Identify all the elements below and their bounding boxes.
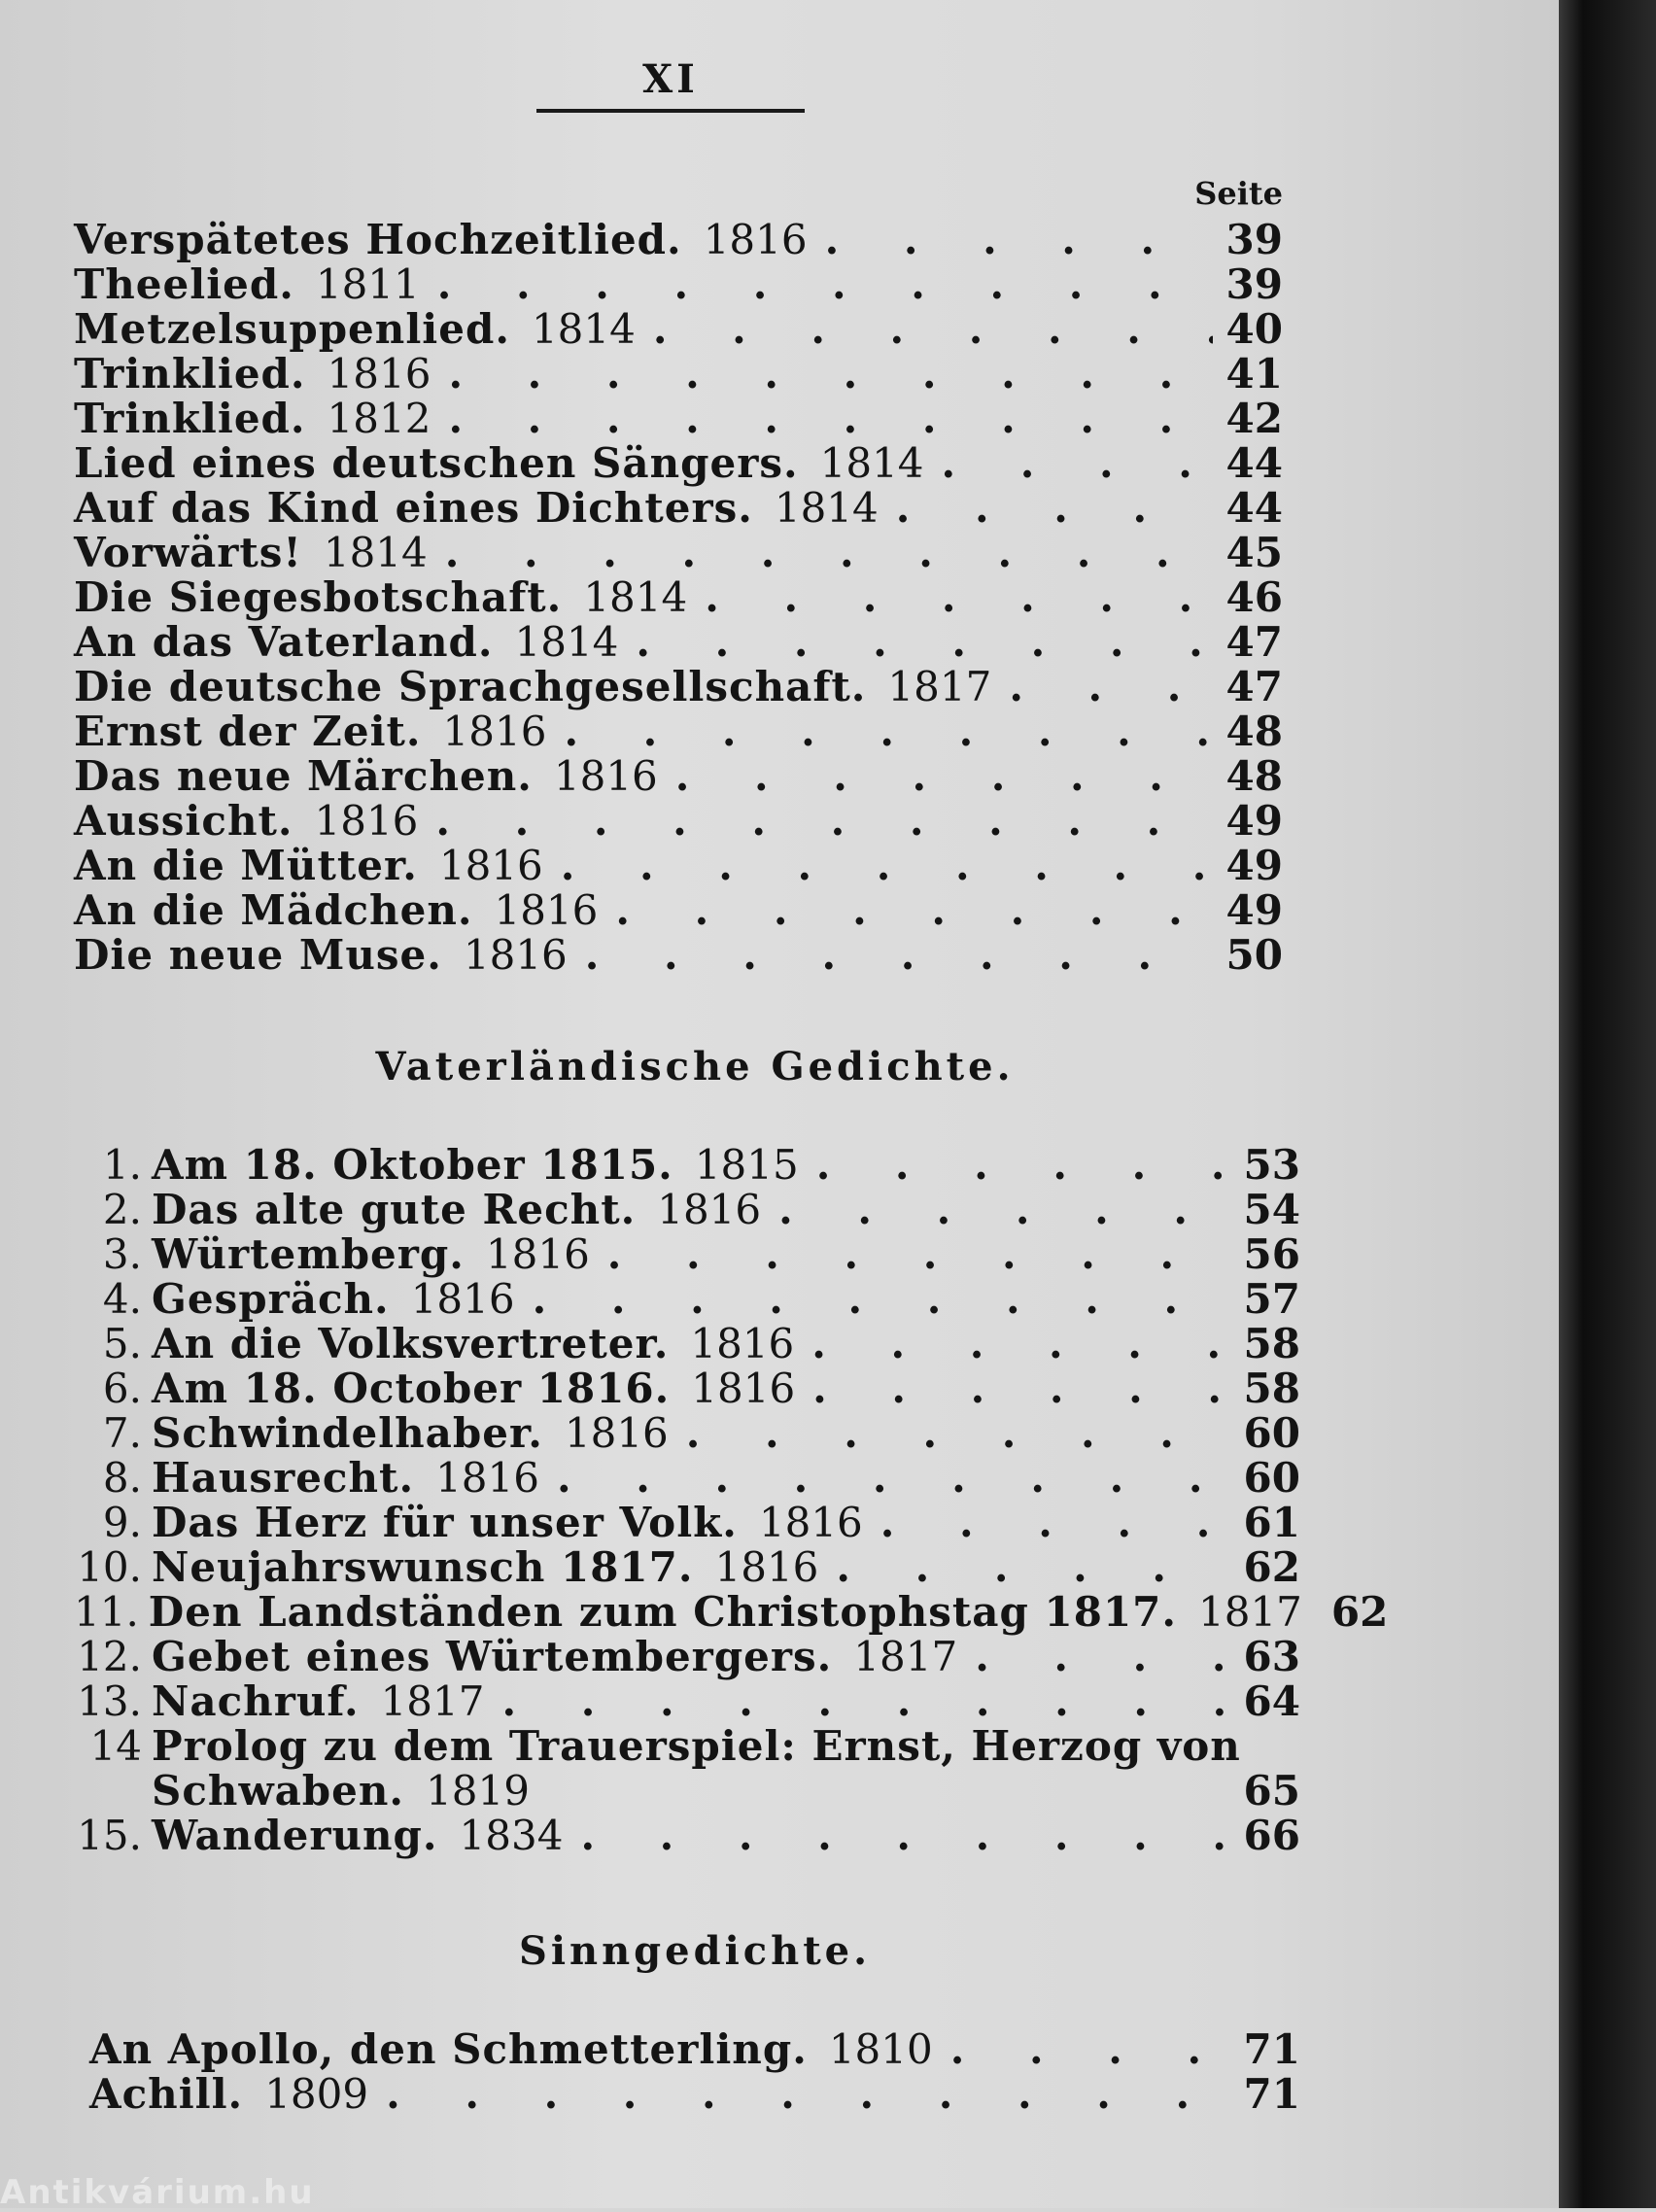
toc-entry xyxy=(74,1188,1300,1232)
entry-title: Das Herz für unser Volk. xyxy=(152,1499,738,1546)
dot-leader xyxy=(445,531,1213,575)
entry-year: 1816 xyxy=(703,216,808,263)
toc-entry xyxy=(74,1588,1389,1636)
entry-year: 1819 xyxy=(426,1767,530,1815)
entry-page: 39 xyxy=(1225,260,1283,308)
toc-entry xyxy=(74,1411,1300,1456)
entry-page: 44 xyxy=(1225,439,1283,487)
entry-page: 50 xyxy=(1225,931,1283,979)
toc-entry xyxy=(74,307,1283,352)
dot-leader xyxy=(533,1277,1230,1322)
entry-year: 1816 xyxy=(410,1275,515,1323)
entry-year: 1815 xyxy=(694,1141,799,1189)
toc-entry xyxy=(74,531,1283,575)
dot-leader xyxy=(561,844,1213,888)
entry-title: Lied eines deutschen Sängers. xyxy=(74,439,799,487)
entry-page: 53 xyxy=(1243,1141,1300,1189)
entry-title: Metzelsuppenlied. xyxy=(74,305,510,353)
toc-entry xyxy=(74,1232,1300,1277)
entry-year: 1810 xyxy=(828,2025,933,2073)
entry-page: 49 xyxy=(1225,797,1283,845)
toc-entry xyxy=(74,1545,1300,1590)
toc-entry xyxy=(74,799,1283,844)
entry-year: 1817 xyxy=(1198,1588,1302,1636)
entry-year: 1814 xyxy=(819,439,924,487)
entry-year: 1814 xyxy=(323,529,428,576)
entry-number: 1. xyxy=(102,1141,142,1189)
toc-entry xyxy=(74,1501,1300,1545)
entry-title: Schwaben. xyxy=(152,1767,405,1815)
entry-page: 60 xyxy=(1243,1409,1300,1457)
page-column-label: Seite xyxy=(1194,175,1283,212)
dot-leader xyxy=(501,1679,1230,1724)
entry-year: 1814 xyxy=(531,305,636,353)
entry-page: 47 xyxy=(1225,618,1283,666)
entry-number: 15. xyxy=(77,1812,142,1859)
entry-page: 41 xyxy=(1225,350,1283,397)
dot-leader xyxy=(636,620,1213,665)
dot-leader xyxy=(942,441,1213,486)
dot-leader xyxy=(653,307,1213,352)
toc-entry xyxy=(74,1814,1300,1858)
dot-leader xyxy=(812,1366,1230,1411)
entry-number: 4. xyxy=(102,1275,142,1323)
entry-year: 1809 xyxy=(264,2070,369,2118)
entry-page: 61 xyxy=(1243,1499,1300,1546)
entry-page: 49 xyxy=(1225,842,1283,889)
entry-number: 14 xyxy=(89,1722,142,1770)
toc-entry xyxy=(74,441,1283,486)
entry-page: 46 xyxy=(1225,573,1283,621)
entry-number: 10. xyxy=(77,1543,142,1591)
entry-title: An die Volksvertreter. xyxy=(152,1320,670,1367)
dot-leader xyxy=(896,486,1213,531)
entry-page: 40 xyxy=(1225,305,1283,353)
entry-title: Aussicht. xyxy=(74,797,293,845)
entry-year: 1817 xyxy=(380,1677,485,1725)
entry-page: 66 xyxy=(1243,1812,1300,1859)
toc-entry xyxy=(74,218,1283,262)
dot-leader xyxy=(386,2072,1230,2117)
entry-year: 1812 xyxy=(327,395,431,442)
entry-title: Gespräch. xyxy=(152,1275,390,1323)
entry-year: 1816 xyxy=(435,1454,539,1502)
entry-page: 54 xyxy=(1243,1186,1300,1233)
entry-title: Verspätetes Hochzeitlied. xyxy=(74,216,682,263)
dot-leader xyxy=(705,575,1213,620)
entry-year: 1816 xyxy=(485,1230,590,1278)
entry-page: 63 xyxy=(1243,1633,1300,1680)
entry-title: Prolog zu dem Trauerspiel: Ernst, Herzog von xyxy=(152,1722,1241,1770)
entry-year: 1816 xyxy=(691,1365,796,1412)
book-spine xyxy=(1559,0,1656,2208)
entry-title: Trinklied. xyxy=(74,350,306,397)
entry-year: 1816 xyxy=(442,708,547,755)
entry-title: Ernst der Zeit. xyxy=(74,708,422,755)
entry-year: 1816 xyxy=(657,1186,762,1233)
dot-leader xyxy=(580,1814,1230,1858)
toc-entry xyxy=(74,262,1283,307)
toc-entry-continuation xyxy=(152,1769,1300,1814)
dot-leader xyxy=(437,262,1213,307)
header-rule xyxy=(536,109,805,113)
dot-leader xyxy=(950,2027,1230,2072)
entry-title: Neujahrswunsch 1817. xyxy=(152,1543,694,1591)
dot-leader xyxy=(615,888,1213,933)
entry-year: 1834 xyxy=(459,1812,564,1859)
entry-number: 5. xyxy=(102,1320,142,1367)
toc-entry xyxy=(74,486,1283,531)
entry-year: 1816 xyxy=(553,752,658,800)
toc-entry xyxy=(74,1277,1300,1322)
entry-page: 45 xyxy=(1225,529,1283,576)
toc-entry xyxy=(74,620,1283,665)
entry-page: 58 xyxy=(1243,1320,1300,1367)
toc-entry xyxy=(74,844,1283,888)
toc-entry xyxy=(74,1635,1300,1679)
entry-title: Vorwärts! xyxy=(74,529,302,576)
entry-page: 58 xyxy=(1243,1365,1300,1412)
dot-leader xyxy=(975,1635,1230,1679)
toc-entry xyxy=(74,1143,1300,1188)
entry-number: 9. xyxy=(102,1499,142,1546)
entry-page: 71 xyxy=(1243,2070,1300,2118)
dot-leader xyxy=(880,1501,1230,1545)
entry-title: An Apollo, den Schmetterling. xyxy=(89,2025,808,2073)
entry-year: 1816 xyxy=(564,1409,669,1457)
toc-entry xyxy=(89,2027,1300,2072)
entry-title: An die Mütter. xyxy=(74,842,418,889)
entry-page: 64 xyxy=(1243,1677,1300,1725)
entry-year: 1816 xyxy=(438,842,543,889)
toc-entry xyxy=(74,754,1283,799)
entry-number: 3. xyxy=(102,1230,142,1278)
entry-title: An die Mädchen. xyxy=(74,886,473,934)
entry-title: Schwindelhaber. xyxy=(152,1409,543,1457)
entry-year: 1811 xyxy=(315,260,420,308)
entry-page: 49 xyxy=(1225,886,1283,934)
page-number: XI xyxy=(642,56,699,102)
dot-leader xyxy=(448,397,1213,441)
entry-page: 39 xyxy=(1225,216,1283,263)
entry-page: 60 xyxy=(1243,1454,1300,1502)
entry-year: 1814 xyxy=(583,573,688,621)
dot-leader xyxy=(607,1232,1230,1277)
dot-leader xyxy=(825,218,1213,262)
dot-leader xyxy=(435,799,1213,844)
entry-year: 1814 xyxy=(774,484,879,532)
entry-year: 1816 xyxy=(690,1320,795,1367)
entry-year: 1817 xyxy=(853,1633,958,1680)
entry-title: An das Vaterland. xyxy=(74,618,494,666)
entry-title: Den Landständen zum Christophstag 1817. xyxy=(148,1588,1178,1636)
dot-leader xyxy=(448,352,1213,397)
entry-number: 8. xyxy=(102,1454,142,1502)
entry-title: Hausrecht. xyxy=(152,1454,415,1502)
toc-entry xyxy=(74,352,1283,397)
toc-entry xyxy=(74,575,1283,620)
entry-year: 1817 xyxy=(887,663,992,710)
toc-entry xyxy=(74,665,1283,709)
dot-leader xyxy=(675,754,1213,799)
toc-entry xyxy=(89,2072,1300,2117)
entry-year: 1816 xyxy=(714,1543,819,1591)
entry-year: 1814 xyxy=(514,618,619,666)
dot-leader xyxy=(816,1143,1230,1188)
entry-page: 62 xyxy=(1330,1588,1389,1636)
dot-leader xyxy=(1009,665,1213,709)
entry-page: 71 xyxy=(1243,2025,1300,2073)
entry-title: Theelied. xyxy=(74,260,294,308)
toc-entry xyxy=(74,888,1283,933)
toc-entry xyxy=(74,1724,1300,1769)
watermark-logo: Antikvárium.hu xyxy=(0,2173,315,2212)
entry-title: Die deutsche Sprachgesellschaft. xyxy=(74,663,867,710)
entry-page: 57 xyxy=(1243,1275,1300,1323)
entry-title: Wanderung. xyxy=(152,1812,438,1859)
entry-title: Die neue Muse. xyxy=(74,931,442,979)
dot-leader xyxy=(564,709,1213,754)
entry-number: 2. xyxy=(102,1186,142,1233)
entry-number: 7. xyxy=(102,1409,142,1457)
entry-page: 62 xyxy=(1243,1543,1300,1591)
entry-title: Trinklied. xyxy=(74,395,306,442)
dot-leader xyxy=(778,1188,1230,1232)
entry-number: 11. xyxy=(74,1588,139,1636)
entry-page: 44 xyxy=(1225,484,1283,532)
entry-page: 42 xyxy=(1225,395,1283,442)
toc-entry xyxy=(74,1679,1300,1724)
entry-title: Nachruf. xyxy=(152,1677,360,1725)
toc-entry xyxy=(74,709,1283,754)
dot-leader xyxy=(557,1456,1230,1501)
entry-title: Achill. xyxy=(89,2070,244,2118)
entry-year: 1816 xyxy=(494,886,599,934)
section-heading: Sinngedichte. xyxy=(518,1928,872,1974)
entry-number: 6. xyxy=(102,1365,142,1412)
section-heading: Vaterländische Gedichte. xyxy=(375,1044,1015,1089)
entry-title: Das alte gute Recht. xyxy=(152,1186,637,1233)
entry-title: Gebet eines Würtembergers. xyxy=(152,1633,833,1680)
entry-number: 12. xyxy=(77,1633,142,1680)
entry-page: 47 xyxy=(1225,663,1283,710)
entry-year: 1816 xyxy=(314,797,419,845)
entry-page: 48 xyxy=(1225,708,1283,755)
entry-page: 48 xyxy=(1225,752,1283,800)
dot-leader xyxy=(686,1411,1230,1456)
toc-entry xyxy=(74,1322,1300,1366)
entry-title: Am 18. Oktober 1815. xyxy=(152,1141,673,1189)
entry-title: Am 18. October 1816. xyxy=(152,1365,671,1412)
entry-title: Auf das Kind eines Dichters. xyxy=(74,484,753,532)
dot-leader xyxy=(811,1322,1230,1366)
entry-number: 13. xyxy=(77,1677,142,1725)
toc-entry xyxy=(74,933,1283,978)
entry-title: Das neue Märchen. xyxy=(74,752,533,800)
entry-page: 65 xyxy=(1243,1767,1300,1815)
toc-entry xyxy=(74,1456,1300,1501)
entry-page: 56 xyxy=(1243,1230,1300,1278)
entry-year: 1816 xyxy=(463,931,568,979)
dot-leader xyxy=(836,1545,1230,1590)
toc-entry xyxy=(74,1366,1300,1411)
entry-year: 1816 xyxy=(327,350,431,397)
toc-entry xyxy=(74,397,1283,441)
entry-title: Die Siegesbotschaft. xyxy=(74,573,563,621)
entry-title: Würtemberg. xyxy=(152,1230,465,1278)
dot-leader xyxy=(585,933,1213,978)
entry-year: 1816 xyxy=(758,1499,863,1546)
